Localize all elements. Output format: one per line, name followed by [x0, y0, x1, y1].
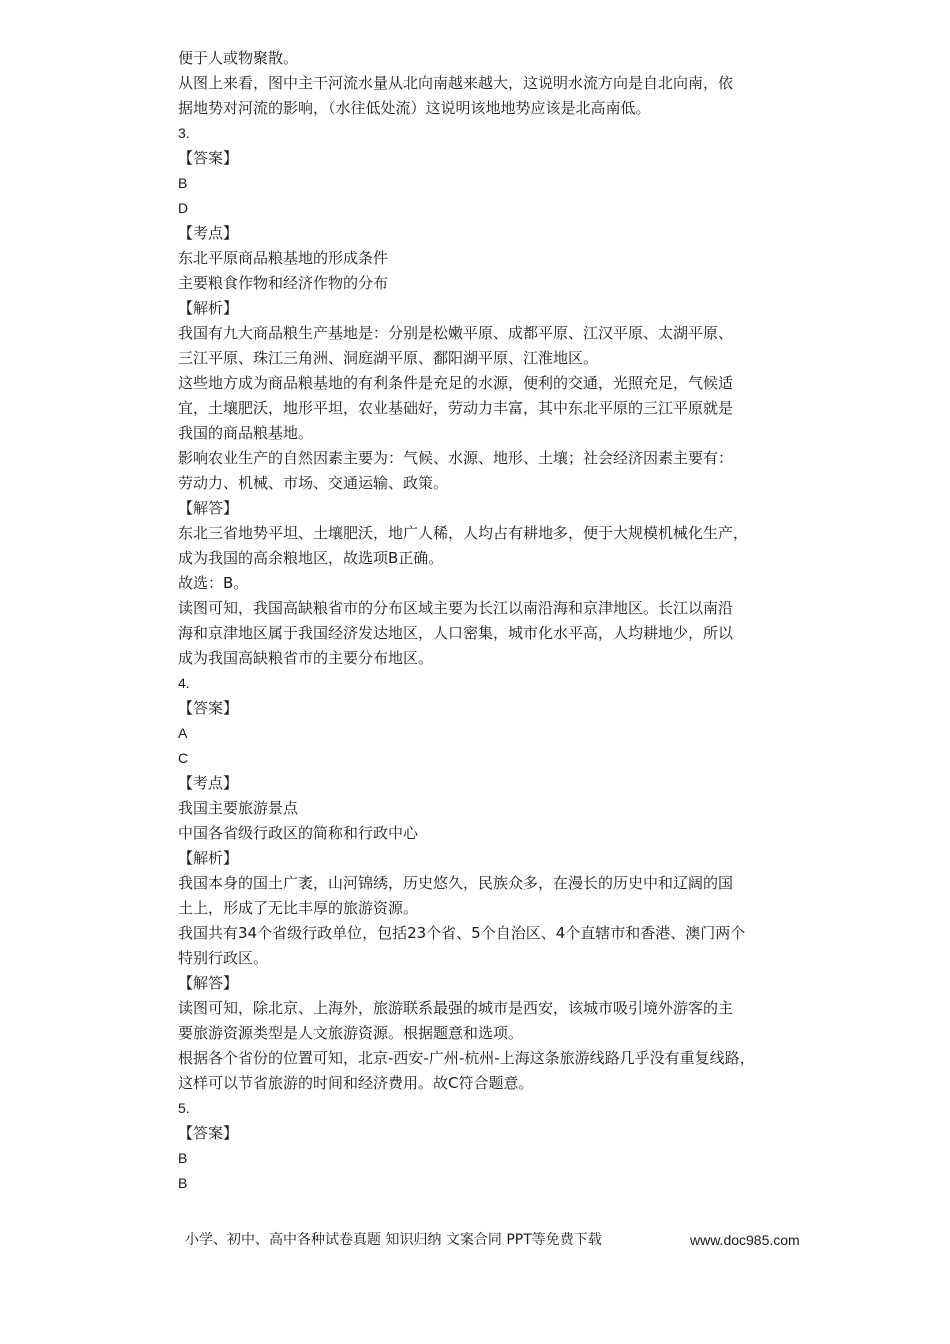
text-line: 我国有九大商品粮生产基地是：分别是松嫩平原、成都平原、江汉平原、太湖平原、 [178, 324, 734, 342]
text-line: 【解析】 [178, 849, 239, 867]
text-line: B [178, 1175, 188, 1191]
text-line: 便于人或物聚散。 [178, 49, 299, 67]
text-line: 【解析】 [178, 299, 239, 317]
text-line: 成为我国高缺粮省市的主要分布地区。 [178, 649, 434, 667]
text-line: 从图上来看，图中主干河流水量从北向南越来越大，这说明水流方向是自北向南，依 [178, 74, 734, 92]
text-line: 主要粮食作物和经济作物的分布 [178, 274, 389, 292]
text-line: 【考点】 [178, 774, 239, 792]
text-line: 中国各省级行政区的简称和行政中心 [178, 824, 419, 842]
text-line: 我国的商品粮基地。 [178, 424, 314, 442]
text-line: 读图可知，我国高缺粮省市的分布区域主要为长江以南沿海和京津地区。长江以南沿 [178, 599, 734, 617]
text-line: 3. [178, 125, 190, 141]
text-line: 我国共有34个省级行政单位，包括23个省、5个自治区、4个直辖市和香港、澳门两个 [178, 924, 746, 942]
text-line: B [178, 175, 188, 191]
document-body [178, 46, 818, 1196]
text-line: 这样可以节省旅游的时间和经济费用。故C符合题意。 [178, 1074, 534, 1092]
text-line: 【答案】 [178, 1124, 239, 1142]
text-line: A [178, 725, 188, 741]
text-line: 【解答】 [178, 974, 239, 992]
text-line: D [178, 200, 189, 216]
text-line: 特别行政区。 [178, 949, 269, 967]
text-line: B [178, 1150, 188, 1166]
text-line: 土上，形成了无比丰厚的旅游资源。 [178, 899, 419, 917]
text-line: 这些地方成为商品粮基地的有利条件是充足的水源，便利的交通，光照充足，气候适 [178, 374, 734, 392]
text-line: 海和京津地区属于我国经济发达地区，人口密集，城市化水平高，人均耕地少，所以 [178, 624, 734, 642]
text-line: 【答案】 [178, 149, 239, 167]
text-line: 要旅游资源类型是人文旅游资源。根据题意和选项。 [178, 1024, 524, 1042]
text-line: 据地势对河流的影响，（水往低处流）这说明该地地势应该是北高南低。 [178, 99, 651, 117]
text-line: 5. [178, 1100, 190, 1116]
text-line: 宜，土壤肥沃，地形平坦，农业基础好，劳动力丰富，其中东北平原的三江平原就是 [178, 399, 734, 417]
text-line: 三江平原、珠江三角洲、洞庭湖平原、鄱阳湖平原、江淮地区。 [178, 349, 599, 367]
footer-site-link[interactable]: www.doc985.com [690, 1232, 800, 1248]
text-line: 我国本身的国土广袤，山河锦绣，历史悠久，民族众多，在漫长的历史中和辽阔的国 [178, 874, 734, 892]
text-line: 影响农业生产的自然因素主要为：气候、水源、地形、土壤；社会经济因素主要有： [178, 449, 734, 467]
text-line: 劳动力、机械、市场、交通运输、政策。 [178, 474, 449, 492]
page-footer [185, 1229, 825, 1251]
text-line: 4. [178, 675, 190, 691]
text-line: 读图可知，除北京、上海外，旅游联系最强的城市是西安，该城市吸引境外游客的主 [178, 999, 734, 1017]
text-line: 根据各个省份的位置可知，北京-西安-广州-杭州-上海这条旅游线路几乎没有重复线路， [178, 1049, 755, 1067]
text-line: 东北平原商品粮基地的形成条件 [178, 249, 389, 267]
text-line: 成为我国的高余粮地区，故选项B正确。 [178, 549, 444, 567]
footer-text: 小学、初中、高中各种试卷真题 知识归纳 文案合同 PPT等免费下载 [185, 1232, 602, 1248]
text-line: C [178, 750, 189, 766]
text-line: 故选：B。 [178, 574, 249, 592]
text-line: 我国主要旅游景点 [178, 799, 299, 817]
text-line: 【考点】 [178, 224, 239, 242]
text-line: 【解答】 [178, 499, 239, 517]
text-line: 【答案】 [178, 699, 239, 717]
text-line: 东北三省地势平坦、土壤肥沃，地广人稀，人均占有耕地多，便于大规模机械化生产， [178, 524, 749, 542]
